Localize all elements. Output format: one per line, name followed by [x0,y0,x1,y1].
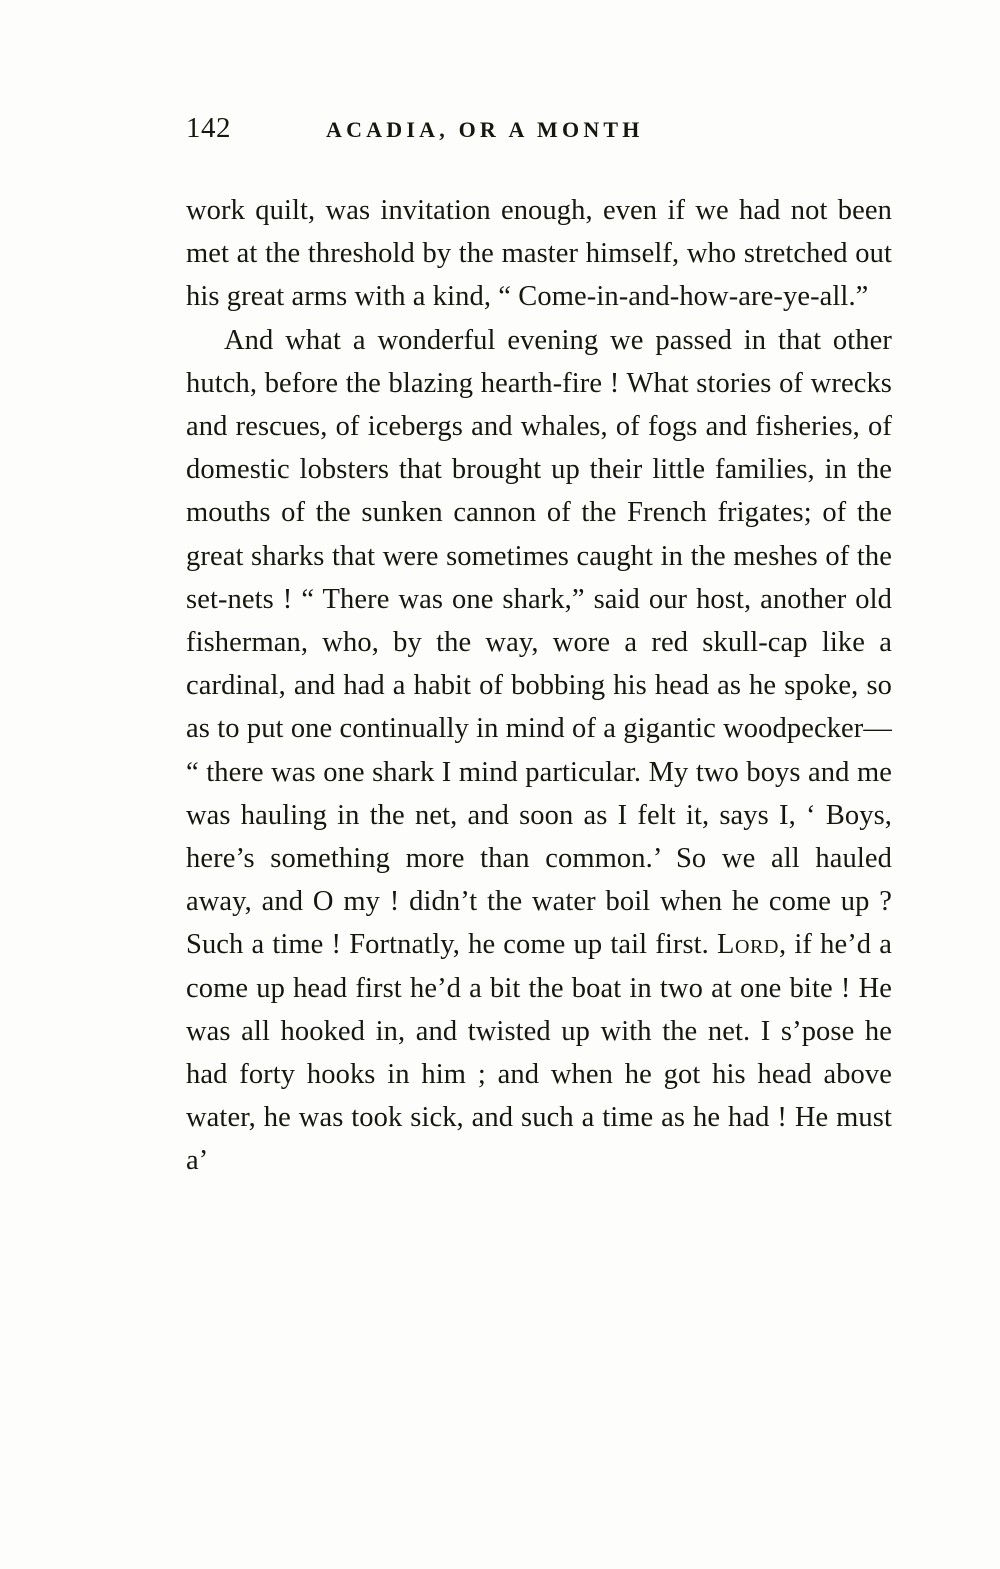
smallcaps-lord: Lord [717,929,780,961]
paragraph-2-part-1: And what a wonderful evening we passed in that other hutch, before the blazing hearth-fire ! What stories of wrecks and rescues, of icebergs and whales, of fogs and fisheries, of domestic lobsters that brought up their little families, in the mouths of the sunken cannon of the French frigates; of the great sharks that were sometimes caught in the meshes of the set-nets ! “ There was one shark,” said our host, another old fisherman, who, by the way, wore a red skull-cap like a cardinal, and had a habit of bobbing his head as he spoke, so as to put one continually in mind of a gigantic woodpecker— “ there was one shark I mind particular. My two boys and me was hauling in the net, and soon as I felt it, says I, ‘ Boys, here’s something more than common.’ So we all hauled away, and O my ! didn’t the water boil when he come up ? Such a time ! Fortnatly, he come up tail first. [186,324,892,961]
paragraph-1: work quilt, was invitation enough, even if we had not been met at the threshold by the master himself, who stretched out his great arms with a kind, “ Come-in-and-how-are-ye-all.” [186,195,892,313]
body-text [186,189,892,1183]
running-head-title: ACADIA, OR A MONTH [326,117,644,142]
paragraph-2-part-2: , if he’d a come up head first he’d a bit the boat in two at one bite ! He was all hooked in, and twisted up with the net. I s’pose he had forty hooks in him ; and when he got his head above water, he was took sick, and such a time as he had ! He must a’ [186,929,892,1177]
paragraph-2 [186,319,892,1183]
page-content [186,112,892,1183]
page-number: 142 [186,112,231,144]
running-head [186,112,892,145]
